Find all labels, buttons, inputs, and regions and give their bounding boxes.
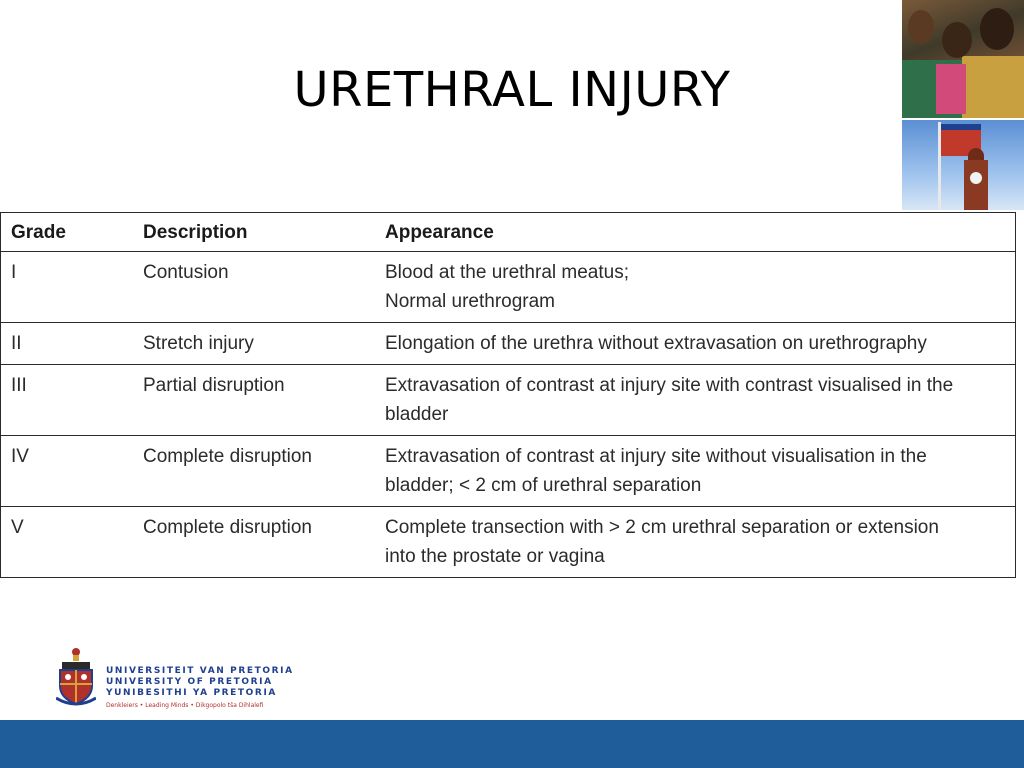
cell-description: Complete disruption (143, 517, 312, 538)
appearance-line: Extravasation of contrast at injury site without visualisation in the (385, 446, 927, 467)
appearance-line: Extravasation of contrast at injury site with contrast visualised in the (385, 375, 954, 396)
cell-grade: II (1, 323, 127, 365)
cell-appearance (369, 323, 1015, 365)
cell-description: Complete disruption (127, 436, 369, 507)
header-appearance: Appearance (369, 213, 1015, 252)
cell-appearance (369, 507, 1015, 578)
logo-motto: Denkleiers • Leading Minds • Dikgopolo tša Dihlalefi (106, 702, 264, 709)
table-row (1, 323, 1015, 365)
cell-description: Contusion (127, 252, 369, 323)
cell-grade: V (11, 517, 24, 538)
slide-title: URETHRAL INJURY (293, 62, 731, 118)
header-description: Description (127, 213, 369, 252)
cell-appearance (369, 436, 1015, 507)
university-logo (56, 646, 296, 712)
table-row (1, 436, 1015, 507)
cell-appearance (369, 365, 1015, 436)
appearance-line: into the prostate or vagina (385, 546, 605, 567)
table-header-row (1, 213, 1015, 252)
university-crest-icon (56, 646, 96, 708)
photo-collage (902, 0, 1024, 210)
students-photo (902, 0, 1024, 118)
cell-grade: IV (1, 436, 127, 507)
appearance-line: Complete transection with > 2 cm urethral separation or extension (385, 517, 939, 538)
logo-line: UNIVERSITY OF PRETORIA (106, 677, 273, 687)
logo-line: UNIVERSITEIT VAN PRETORIA (106, 666, 294, 676)
cell-grade: I (1, 252, 127, 323)
appearance-line: Blood at the urethral meatus; (385, 262, 629, 283)
appearance-line: Normal urethrogram (385, 291, 555, 312)
grading-table (0, 212, 1016, 578)
appearance-line: bladder; < 2 cm of urethral separation (385, 475, 702, 496)
table-row (1, 365, 1015, 436)
table-row (1, 252, 1015, 323)
header-grade: Grade (1, 213, 127, 252)
logo-line: YUNIBESITHI YA PRETORIA (106, 688, 277, 698)
footer-bar (0, 720, 1024, 768)
table-row (1, 507, 1015, 578)
clock-tower-photo (902, 120, 1024, 210)
cell-description: Stretch injury (127, 323, 369, 365)
cell-grade: III (1, 365, 127, 436)
cell-description: Partial disruption (127, 365, 369, 436)
cell-appearance (369, 252, 1015, 323)
appearance-line: Elongation of the urethra without extravasation on urethrography (385, 333, 927, 354)
appearance-line: bladder (385, 404, 449, 425)
